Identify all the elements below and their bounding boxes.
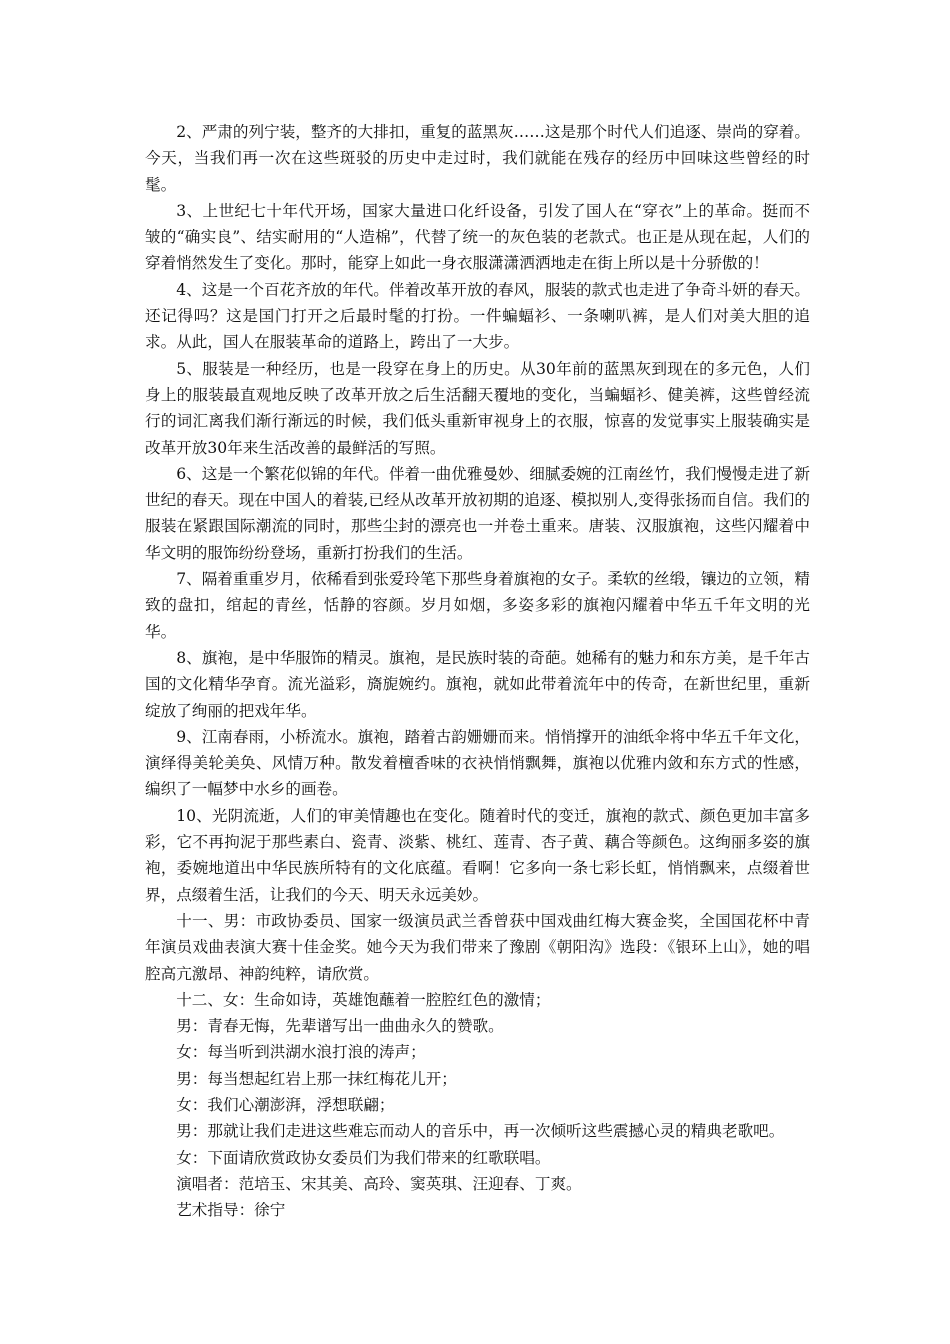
dialogue-line-male-1: 男：青春无悔，先辈谱写出一曲曲永久的赞歌。 (176, 1017, 504, 1036)
paragraph-4: 4、这是一个百花齐放的年代。伴着改革开放的春风，服装的款式也走进了争奇斗妍的春天。还记得吗？这是国门打开之后最时髦的打扮。一件蝙蝠衫、一条喇叭裤，是人们对美大胆的追求。从此，国人在服装革命的道路上，跨出了一大步。 (145, 280, 810, 352)
document-body (145, 119, 810, 1223)
paragraph-7: 7、隔着重重岁月，依稀看到张爱玲笔下那些身着旗袍的女子。柔软的丝缎，镶边的立领，精致的盘扣，绾起的青丝，恬静的容颜。岁月如烟，多姿多彩的旗袍闪耀着中华五千年文明的光华。 (145, 570, 810, 641)
paragraph-10: 10、光阴流逝，人们的审美情趣也在变化。随着时代的变迁，旗袍的款式、颜色更加丰富多彩，它不再拘泥于那些素白、瓷青、淡紫、桃红、莲青、杏子黄、藕合等颜色。这绚丽多姿的旗袍，委婉地道出中华民族所特有的文化底蕴。看啊！它多向一条七彩长虹，悄悄飘来，点缀着世界，点缀着生活，让我们的今天、明天永远美妙。 (145, 806, 810, 904)
art-director-line: 艺术指导：徐宁 (176, 1201, 286, 1220)
dialogue-line-female-3: 女：我们心潮澎湃，浮想联翩； (176, 1095, 395, 1114)
dialogue-line-female-4: 女：下面请欣赏政协女委员们为我们带来的红歌联唱。 (176, 1148, 551, 1167)
paragraph-3: 3、上世纪七十年代开场，国家大量进口化纤设备，引发了国人在“穿衣”上的革命。挺而不皱的“确实良”、结实耐用的“人造棉”，代替了统一的灰色装的老款式。也正是从现在起，人们的穿着悄然发生了变化。那时，能穿上如此一身衣服潇潇洒洒地走在街上所以是十分骄傲的！ (145, 201, 810, 273)
paragraph-5: 5、服装是一种经历，也是一段穿在身上的历史。从30年前的蓝黑灰到现在的多元色，人们身上的服装最直观地反映了改革开放之后生活翻天覆地的变化，当蝙蝠衫、健美裤，这些曾经流行的词汇离我们渐行渐远的时候，我们低头重新审视身上的衣服，惊喜的发觉事实上服装确实是改革开放30年来生活改善的最鲜活的写照。 (145, 359, 810, 457)
paragraph-11: 十一、男：市政协委员、国家一级演员武兰香曾获中国戏曲红梅大赛金奖，全国国花杯中青年演员戏曲表演大赛十佳金奖。她今天为我们带来了豫剧《朝阳沟》选段：《银环上山》，她的唱腔高亢激昂、神韵纯粹，请欣赏。 (145, 911, 810, 983)
performers-line: 演唱者：范培玉、宋其美、高玲、窦英琪、汪迎春、丁爽。 (176, 1174, 582, 1193)
dialogue-line-female-1: 十二、女：生命如诗，英雄饱蘸着一腔腔红色的激情； (176, 990, 551, 1009)
paragraph-6: 6、这是一个繁花似锦的年代。伴着一曲优雅曼妙、细腻委婉的江南丝竹，我们慢慢走进了新世纪的春天。现在中国人的着装,已经从改革开放初期的追逐、模拟别人,变得张扬而自信。我们的服装在紧跟国际潮流的同时，那些尘封的漂亮也一并卷土重来。唐装、汉服旗袍，这些闪耀着中华文明的服饰纷纷登场，重新打扮我们的生活。 (145, 464, 810, 562)
dialogue-line-male-2: 男：每当想起红岩上那一抹红梅花儿开； (176, 1069, 457, 1088)
paragraph-2: 2、严肃的列宁装，整齐的大排扣，重复的蓝黑灰……这是那个时代人们追逐、崇尚的穿着。今天，当我们再一次在这些斑驳的历史中走过时，我们就能在残存的经历中回味这些曾经的时髦。 (145, 123, 810, 194)
paragraph-8: 8、旗袍，是中华服饰的精灵。旗袍，是民族时装的奇葩。她稀有的魅力和东方美，是千年古国的文化精华孕育。流光溢彩，旖旎婉约。旗袍，就如此带着流年中的传奇，在新世纪里，重新绽放了绚丽的把戏年华。 (145, 648, 810, 720)
dialogue-line-female-2: 女：每当听到洪湖水浪打浪的涛声； (176, 1043, 426, 1062)
paragraph-9: 9、江南春雨，小桥流水。旗袍，踏着古韵姗姗而来。悄悄撑开的油纸伞将中华五千年文化，演绎得美轮美奂、风情万种。散发着檀香味的衣袂悄悄飘舞，旗袍以优雅内敛和东方式的性感，编织了一幅梦中水乡的画卷。 (145, 727, 810, 799)
dialogue-line-male-3: 男：那就让我们走进这些难忘而动人的音乐中，再一次倾听这些震撼心灵的精典老歌吧。 (176, 1122, 785, 1141)
